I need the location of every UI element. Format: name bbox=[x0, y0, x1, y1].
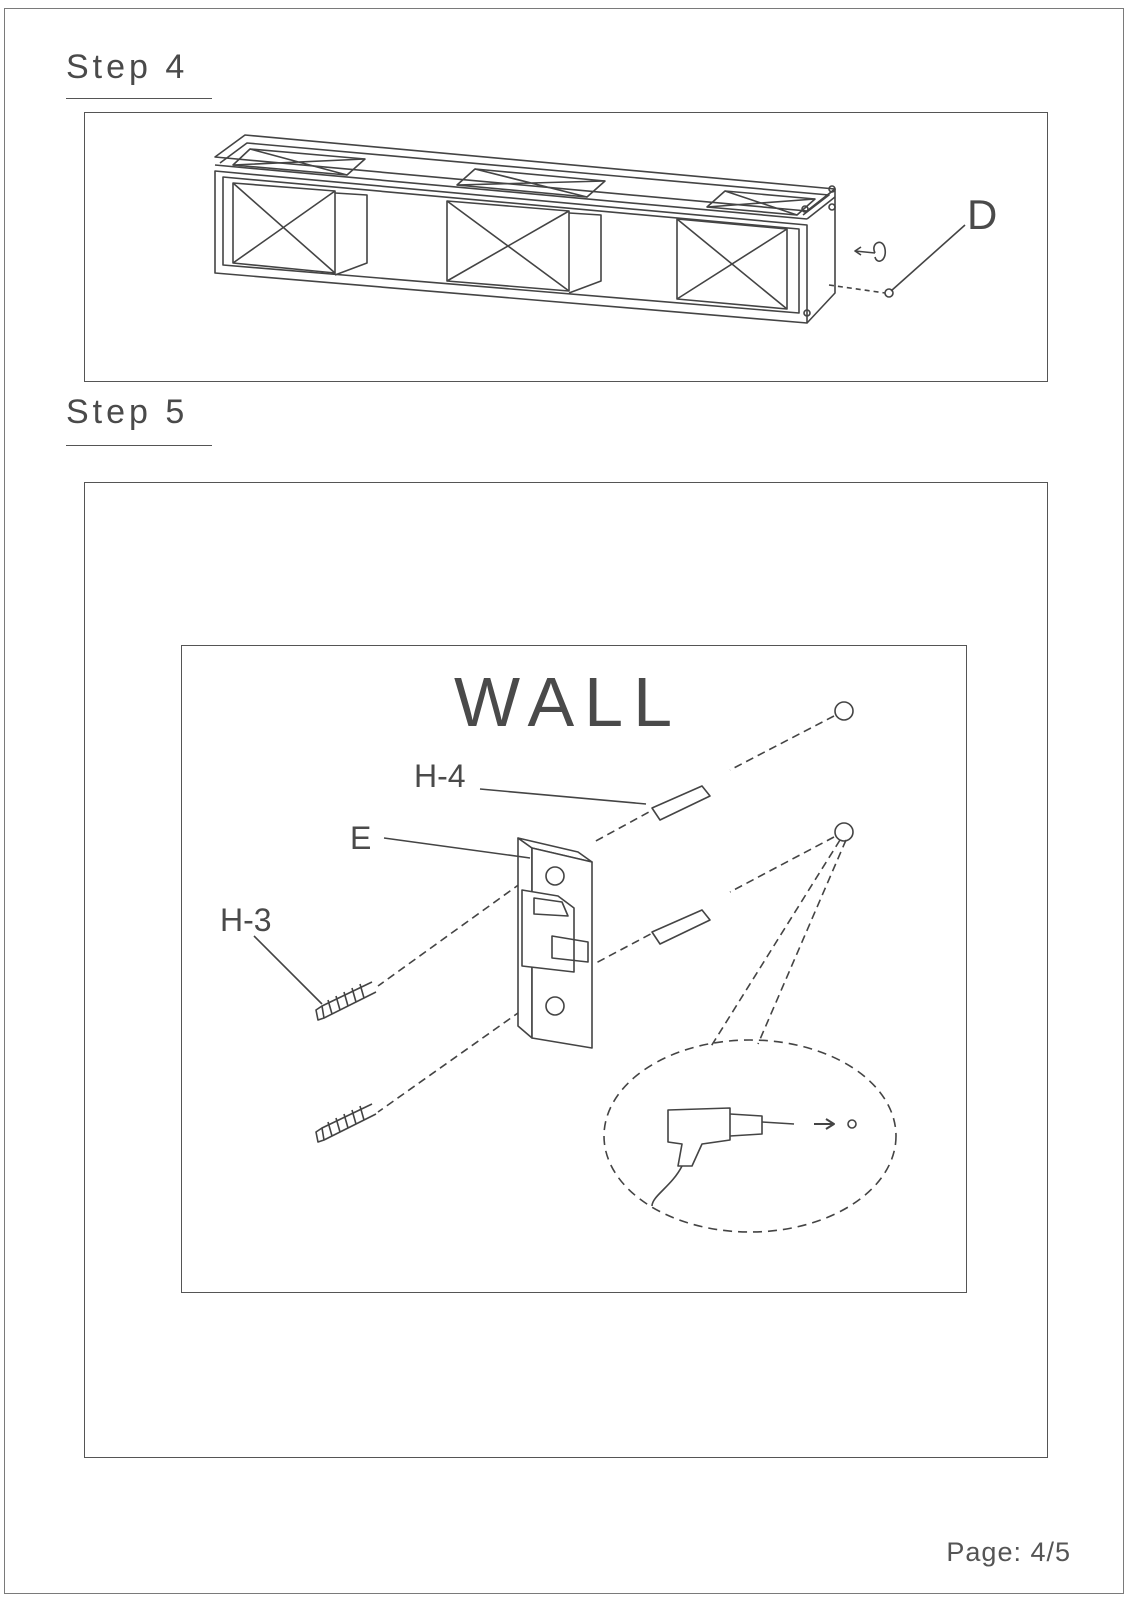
part-d-label: D bbox=[967, 191, 998, 238]
part-h3-label: H-3 bbox=[220, 902, 272, 938]
anchor-h4-top bbox=[652, 786, 710, 820]
screw-h3-bottom bbox=[322, 1104, 376, 1140]
page-number: Page: 4/5 bbox=[946, 1537, 1071, 1567]
drill-detail-callout bbox=[604, 1040, 896, 1232]
anchor-h4-bottom bbox=[652, 910, 710, 944]
screw-h3-top bbox=[322, 982, 376, 1018]
part-e-label: E bbox=[350, 820, 372, 856]
step-5-title: Step 5 bbox=[66, 393, 189, 431]
step-5-panel bbox=[84, 482, 1048, 1458]
wall-hole-top bbox=[835, 702, 853, 720]
step-5-illustration bbox=[182, 646, 968, 1294]
wall-frame bbox=[181, 645, 967, 1293]
part-h4-label: H-4 bbox=[414, 758, 466, 794]
step-4-panel bbox=[84, 112, 1048, 382]
step-4-underline bbox=[66, 98, 212, 99]
wall-hole-bottom bbox=[835, 823, 853, 841]
wall-label: WALL bbox=[454, 663, 683, 741]
drill-icon bbox=[668, 1108, 730, 1166]
step-4-illustration bbox=[85, 113, 1049, 383]
step-5-underline bbox=[66, 445, 212, 446]
step-4-title: Step 4 bbox=[66, 48, 189, 86]
